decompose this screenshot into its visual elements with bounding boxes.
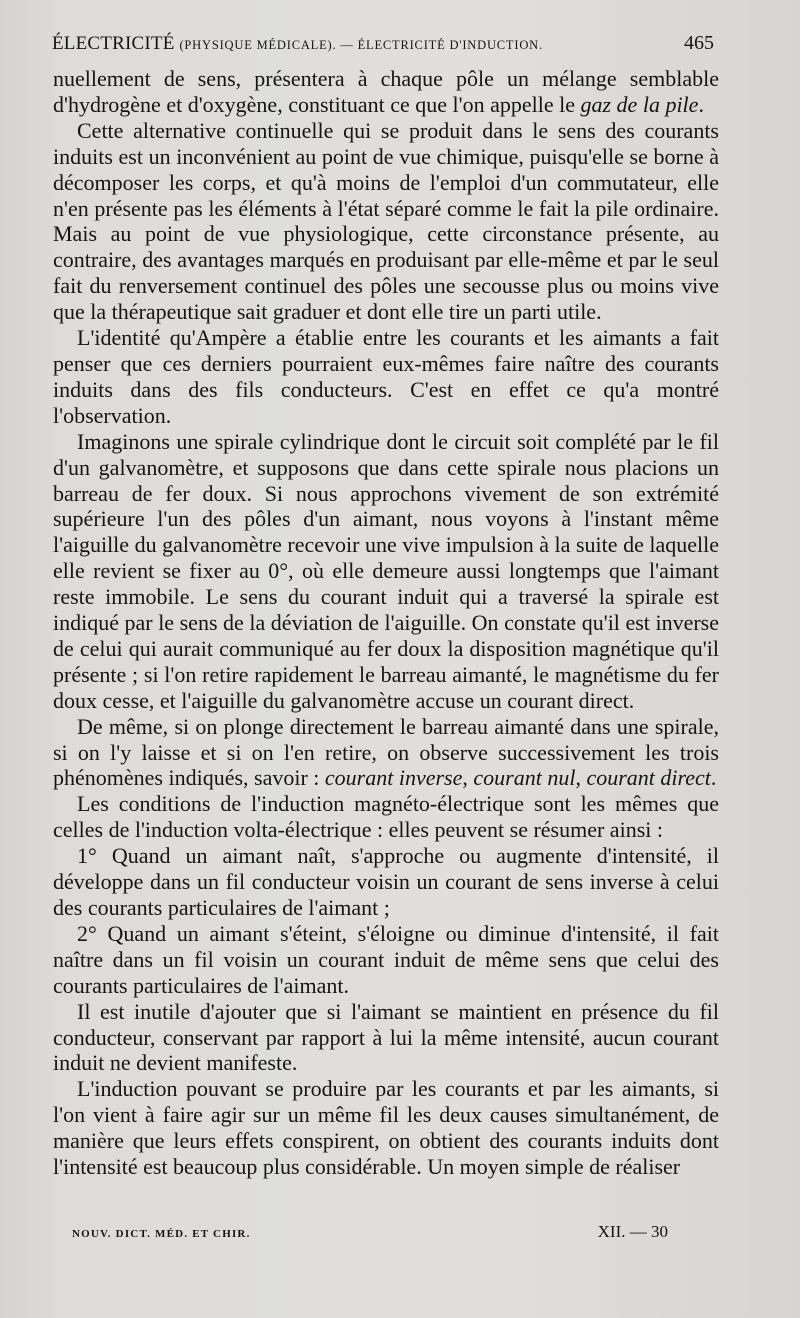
text-run: Il est inutile d'ajouter que si l'aimant se maintient en présence du fil conducteur, conservant par rapport à lui la même intensité, aucun courant induit ne devient manifeste.	[53, 998, 719, 1076]
text-run: L'induction pouvant se produire par les courants et par les aimants, si l'on vient à faire agir sur un même fil les deux causes simultanément, de manière que leurs effets conspirent, on obtient des courants induits dont l'intensité est beaucoup plus considérable. Un moyen simple de réaliser	[53, 1076, 719, 1180]
text-run: Cette alternative continuelle qui se produit dans le sens des courants induits est un inconvénient au point de vue chimique, puisqu'elle se borne à décomposer les corps, et qu'à moins de l'emploi d'un commutateur, elle n'en présente pas les éléments à l'état séparé comme le fait la pile ordinaire. Mais au point de vue physiologique, cette circonstance présente, au contraire, des avantages marqués en produisant par elle-même et par le seul fait du renversement continuel des pôles une secousse plus ou moins vive que la thérapeutique sait graduer et dont elle tire un parti utile.	[53, 117, 719, 325]
running-title	[52, 33, 543, 55]
paragraph	[53, 325, 719, 429]
text-run: ,	[462, 765, 474, 791]
sheet-mark: XII. — 30	[597, 1222, 668, 1241]
italic-phrase: gaz de la pile	[580, 91, 699, 117]
text-run: De même, si on plonge directement le barreau aimanté dans une spirale, si on l'y laisse et si on l'en retire, on observe successivement les trois phénomènes indiqués, savoir :	[53, 713, 719, 791]
page-number: 465	[684, 32, 714, 54]
text-run: 2° Quand un aimant s'éteint, s'éloigne ou diminue d'intensité, il fait naître dans un fil voisin un courant induit de même sens que celui des courants particulaires de l'aimant.	[53, 920, 719, 998]
text-run: nuellement de sens, présentera à chaque pôle un mélange semblable d'hydrogène et d'oxygène, constituant ce que l'on appelle le	[53, 66, 719, 117]
text-run: .	[710, 765, 717, 791]
running-header	[52, 32, 714, 62]
paragraph	[53, 791, 719, 843]
paragraph	[53, 921, 719, 999]
italic-phrase: courant nul	[473, 765, 576, 791]
paragraph	[53, 1076, 719, 1180]
text-run: 1° Quand un aimant naît, s'approche ou augmente d'intensité, il développe dans un fil conducteur voisin un courant de sens inverse à celui des courants particulaires de l'aimant ;	[53, 843, 719, 920]
text-run: Les conditions de l'induction magnéto-électrique sont les mêmes que celles de l'induction volta-électrique : elles peuvent se résumer ainsi :	[53, 791, 719, 843]
italic-phrase: courant inverse	[324, 765, 463, 791]
printer-signature: NOUV. DICT. MÉD. ET CHIR.	[72, 1228, 251, 1240]
paragraph	[53, 999, 719, 1077]
page-footer	[72, 1222, 668, 1246]
running-title-main: ÉLECTRICITÉ	[52, 33, 175, 54]
paragraph	[53, 843, 719, 921]
paragraph	[53, 429, 719, 714]
text-run: Imaginons une spirale cylindrique dont le circuit soit complété par le fil d'un galvanomètre, et supposons que dans cette spirale nous placions un barreau de fer doux. Si nous approchons vivement de son extrémité supérieure l'un des pôles d'un aimant, nous voyons à l'instant même l'aiguille du galvanomètre recevoir une vive impulsion à la suite de laquelle elle revient se fixer au 0°, où elle demeure aussi longtemps que l'aimant reste immobile. Le sens du courant induit qui a traversé la spirale est indiqué par le sens de la déviation de l'aiguille. On constate qu'il est inverse de celui qui aurait communiqué au fer doux la disposition magnétique qu'il présente ; si l'on retire rapidement le barreau aimanté, le magnétisme du fer doux cesse, et l'aiguille du galvanomètre accuse un courant direct.	[53, 428, 719, 713]
body-text	[53, 66, 719, 1180]
text-run: .	[698, 91, 704, 117]
text-run: L'identité qu'Ampère a établie entre les courants et les aimants a fait penser que ces derniers pourraient eux-mêmes faire naître des courants induits dans des fils conducteurs. C'est en effet ce qu'a montré l'observation.	[53, 325, 719, 428]
running-title-sub: (PHYSIQUE MÉDICALE). — ÉLECTRICITÉ D'INDUCTION.	[179, 38, 543, 52]
paragraph	[53, 66, 719, 118]
paragraph	[53, 118, 719, 325]
italic-phrase: courant direct	[586, 765, 711, 791]
text-run: ,	[575, 765, 587, 791]
paragraph	[53, 714, 719, 792]
